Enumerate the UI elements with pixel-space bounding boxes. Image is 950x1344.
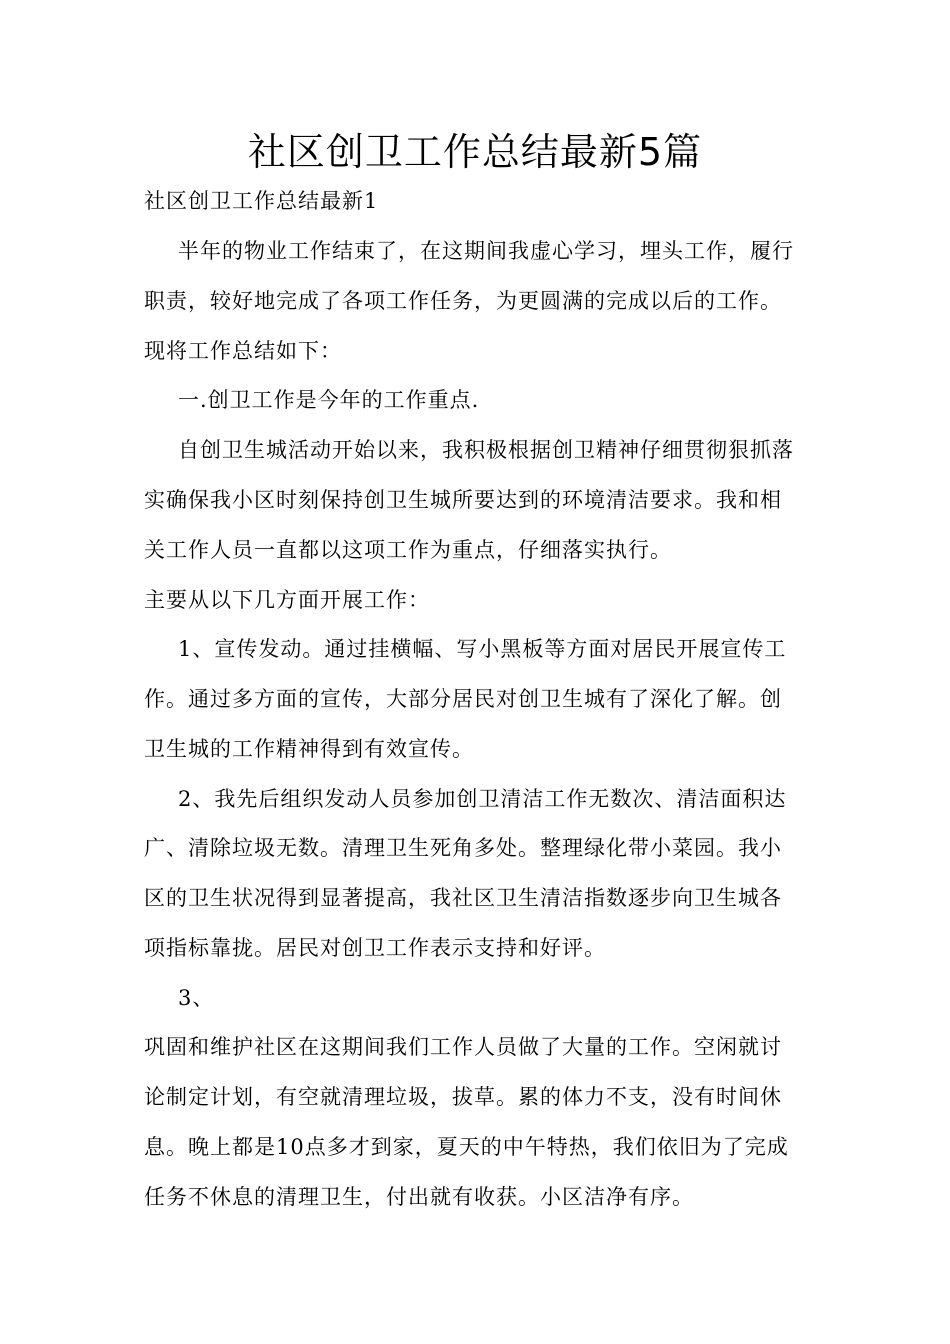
paragraph-line: 关工作人员一直都以这项工作为重点，仔细落实执行。 — [144, 538, 672, 562]
section-heading: 社区创卫工作总结最新1 — [144, 189, 379, 213]
paragraph-line: 任务不休息的清理卫生，付出就有收获。小区洁净有序。 — [144, 1185, 694, 1209]
paragraph-line: 项指标靠拢。居民对创卫工作表示支持和好评。 — [144, 936, 606, 960]
paragraph-line: 职责，较好地完成了各项工作任务，为更圆满的完成以后的工作。 — [144, 289, 782, 313]
paragraph-line: 实确保我小区时刻保持创卫生城所要达到的环境清洁要求。我和相 — [144, 488, 782, 512]
paragraph-line: 自创卫生城活动开始以来，我积极根据创卫精神仔细贯彻狠抓落 — [178, 438, 794, 462]
paragraph-line: 半年的物业工作结束了，在这期间我虚心学习，埋头工作，履行 — [178, 239, 794, 263]
paragraph-line: 区的卫生状况得到显著提高，我社区卫生清洁指数逐步向卫生城各 — [144, 886, 782, 910]
paragraph-line: 1、宣传发动。通过挂横幅、写小黑板等方面对居民开展宣传工 — [178, 637, 787, 661]
paragraph-line: 一.创卫工作是今年的工作重点. — [178, 388, 480, 412]
document-title: 社区创卫工作总结最新5篇 — [247, 130, 703, 174]
paragraph-line: 主要从以下几方面开展工作： — [144, 588, 430, 612]
paragraph-line: 论制定计划，有空就清理垃圾，拔草。累的体力不支，没有时间休 — [144, 1085, 782, 1109]
paragraph-line: 卫生城的工作精神得到有效宣传。 — [144, 737, 474, 761]
paragraph-line: 广、清除垃圾无数。清理卫生死角多处。整理绿化带小菜园。我小 — [144, 836, 782, 860]
paragraph-line: 巩固和维护社区在这期间我们工作人员做了大量的工作。空闲就讨 — [144, 1035, 782, 1059]
paragraph-line: 3、 — [178, 986, 215, 1010]
paragraph-line: 2、我先后组织发动人员参加创卫清洁工作无数次、清洁面积达 — [178, 787, 787, 811]
paragraph-line: 现将工作总结如下： — [144, 339, 342, 363]
paragraph-line: 息。晚上都是10点多才到家，夏天的中午特热，我们依旧为了完成 — [144, 1135, 789, 1159]
paragraph-line: 作。通过多方面的宣传，大部分居民对创卫生城有了深化了解。创 — [144, 687, 782, 711]
